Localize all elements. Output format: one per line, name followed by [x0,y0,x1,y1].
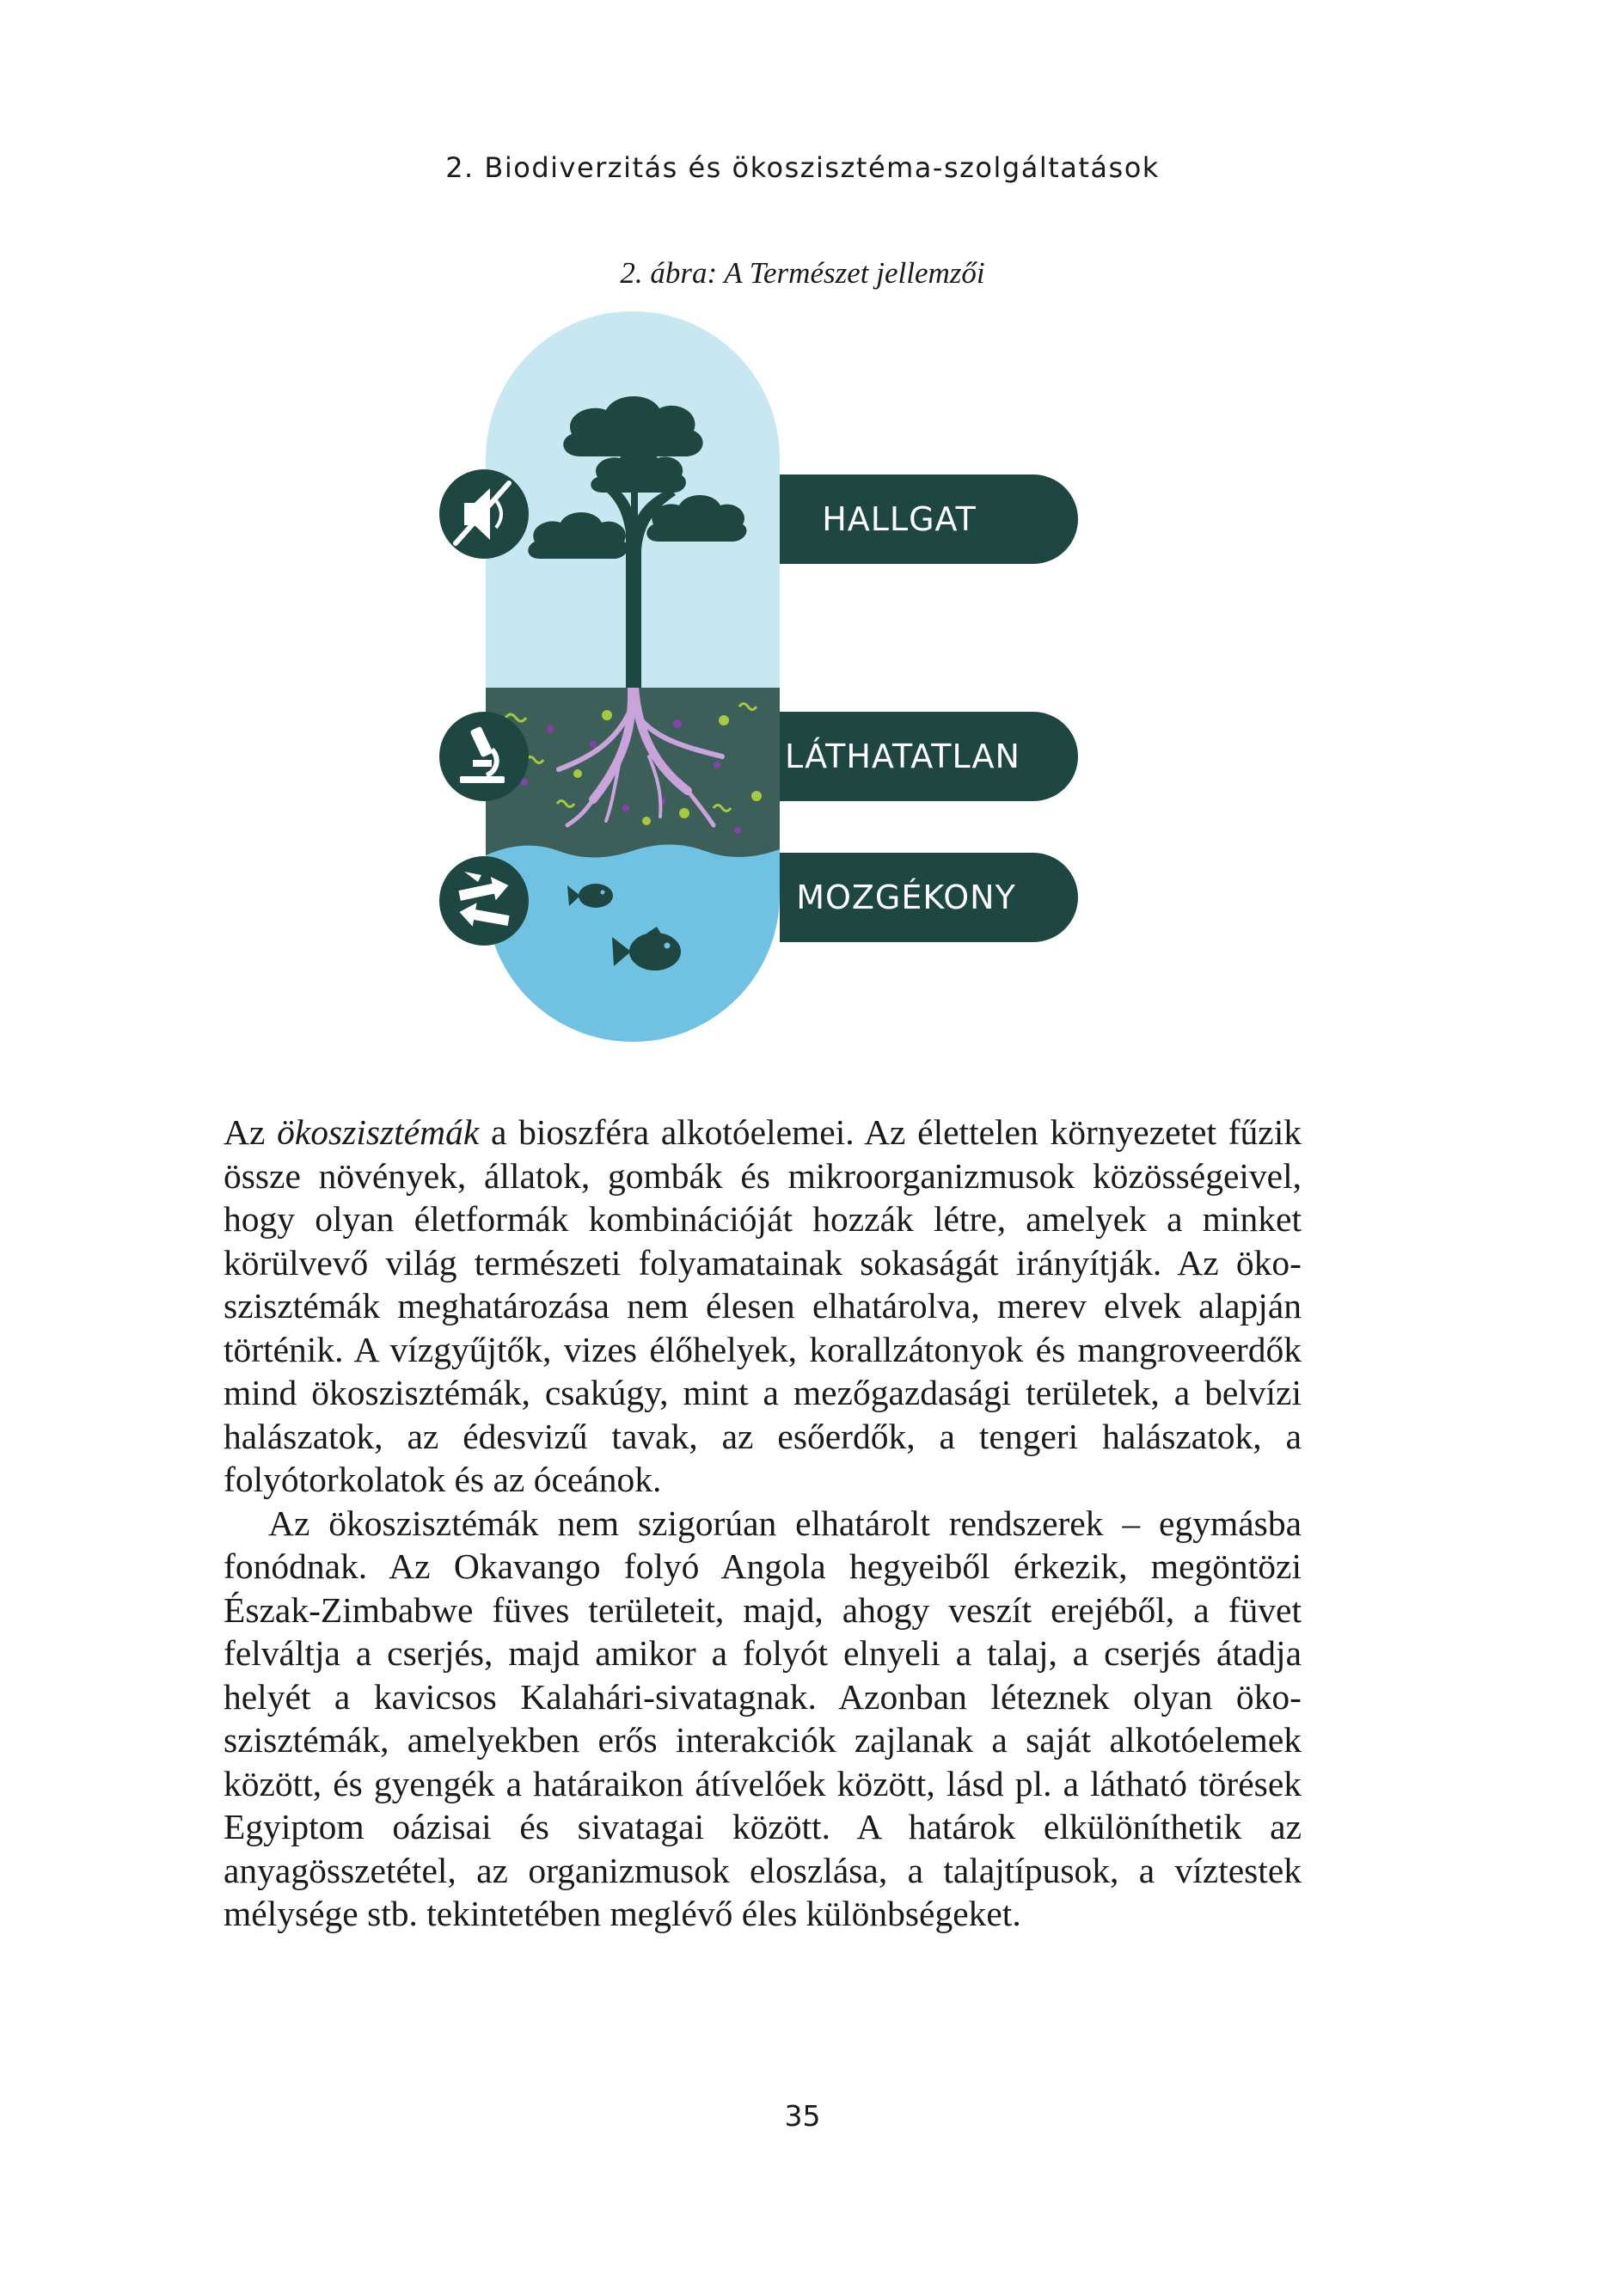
label-lathatatlan: LÁTHATATLAN [785,738,1020,775]
figure-caption: 2. ábra: A Természet jellemzői [620,256,985,290]
body-text [224,1111,1302,1936]
moving-arrows-icon [439,856,529,946]
paragraph-2: Az ökoszisztémák nem szigorúan elhatárolt rendszerek – egymásba fonódnak. Az Okavango folyó Angola hegyeiből érkezik, megöntözi Észak-Zimbabwe füves területeit, majd, ahogy veszít erejéből, a füvet felváltja a cserjés, majd amikor a folyót elnyeli a talaj, a cserjés átadja helyét a kavicsos Kalahári-sivatagnak. Azonban léteznek olyan ökoszisztémák, amelyekben erős interakciók zajlanak a saját alkotóelemek között, és gyengék a határaikon átívelőek között, lásd pl. a látható törések Egyiptom oázisai és sivatagai között. A határok elkülöníthetik az anyagösszetétel, az organizmusok eloszlása, a talajtípusok, a víztestek mélysége stb. tekintetében meglévő éles különbségeket. [224,1503,1302,1933]
microscope-icon [439,712,529,801]
paragraph-1: Az ökoszisztémák a bioszféra alkotóelemei. Az élettelen környezetet fűzik össze növények, állatok, gombák és mikroorganizmusok közösségeivel, hogy olyan életformák kombinációját hozzák létre, amelyek a minket körülvevő világ természeti folyamatainak sokaságát irányítják. Az ökoszisztémák meghatározása nem élesen elhatárolva, merev elvek alapján történik. A vízgyűjtők, vizes élőhelyek, korallzátonyok és mangroveerdők mind ökoszisztémák, csakúgy, mint a mezőgazdasági területek, a belvízi halászatok, az édesvizű tavak, az esőerdők, a tengeri halászatok, a folyótorkolatok és az óceánok. [224,1112,1302,1499]
label-banner-lathatatlan [780,712,1078,801]
label-banner-mozgekony [780,853,1078,942]
muted-speaker-icon [439,469,529,559]
running-head: 2. Biodiverzitás és ökoszisztéma-szolgáltatások [445,151,1160,184]
label-hallgat: HALLGAT [822,500,977,538]
label-mozgekony: MOZGÉKONY [796,879,1016,916]
page-number: 35 [784,2099,821,2133]
term-ecosystems: ökoszisztémák [277,1112,480,1152]
label-banner-hallgat [780,475,1078,564]
ecosystem-capsule [486,311,780,1042]
